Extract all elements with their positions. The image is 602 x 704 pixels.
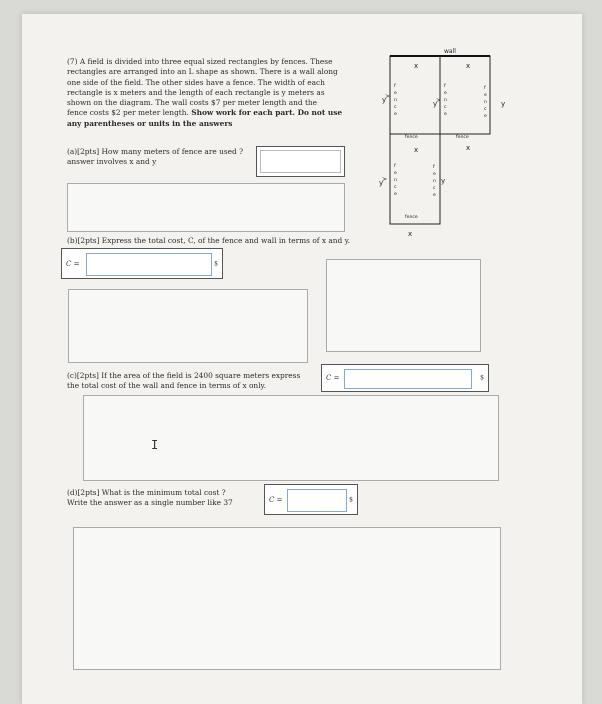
x-label-top-left: x (414, 62, 419, 70)
part-b-equation-box (61, 248, 223, 279)
problem-line-2: rectangles are arranged into an L shape as shown. There is a wall along (67, 67, 338, 77)
svg-text:n: n (433, 179, 436, 184)
part-c-line-2: the total cost of the wall and fence in terms of x only. (67, 381, 267, 390)
problem-line-3: one side of the field. The other sides have a fence. The width of each (67, 77, 325, 87)
svg-text:n: n (484, 100, 487, 105)
problem-line-1: (7) A field is divided into three equal sized rectangles by fences. These (67, 57, 333, 66)
svg-text:c: c (484, 107, 487, 112)
svg-text:c: c (394, 185, 397, 190)
problem-line-4: rectangle is x meters and the length of each rectangle is y meters as (67, 87, 325, 97)
part-a-line-1: (a)[2pts] How many meters of fence are used ? (67, 147, 244, 156)
part-d-line-2: Write the answer as a single number like 37 (67, 498, 233, 507)
part-c-line-1: (c)[2pts] If the area of the field is 2400 square meters express (67, 371, 301, 380)
chevron-icon: > (436, 97, 442, 104)
part-d-eq-label: C = (269, 495, 283, 504)
svg-text:e: e (394, 192, 397, 197)
part-d-unit: $ (349, 496, 353, 503)
x-label-middle: x (414, 146, 419, 154)
x-label-bottom: x (408, 230, 413, 238)
svg-text:c: c (433, 186, 436, 191)
text-cursor-icon: I (151, 438, 159, 452)
part-b-answer-input[interactable] (86, 253, 212, 276)
fence-vertical-middle (444, 83, 447, 117)
wall-label: wall (444, 48, 456, 55)
svg-text:f: f (444, 84, 446, 89)
fence-vertical-right-bottom (433, 164, 436, 198)
svg-text:f: f (484, 86, 486, 91)
part-a-work-area[interactable] (67, 183, 345, 232)
part-d-question (67, 488, 267, 508)
problem-line-5: shown on the diagram. The wall costs $7 per meter length and the (67, 98, 318, 108)
fence-label-middle-left: fence (405, 135, 418, 140)
part-a-answer-input[interactable] (260, 150, 341, 173)
svg-text:e: e (394, 91, 397, 96)
part-a-line-2: answer involves x and y (67, 157, 157, 166)
problem-statement (67, 57, 359, 129)
x-label-top-right: x (466, 62, 471, 70)
fence-vertical-left-bottom (394, 163, 397, 197)
part-c-question (67, 371, 317, 391)
part-c-work-area[interactable] (83, 395, 499, 481)
svg-text:e: e (444, 91, 447, 96)
svg-text:e: e (433, 172, 436, 177)
fence-vertical-right (484, 85, 487, 119)
part-d-equation-box (264, 484, 358, 515)
y-label-right: y (501, 100, 506, 108)
chevron-icon: > (385, 93, 391, 100)
y-label-inner: y (433, 100, 438, 108)
svg-text:n: n (444, 98, 447, 103)
chevron-icon: > (382, 176, 388, 183)
fence-label-middle-right: fence (456, 135, 469, 140)
y-label-bottom-inner: y (441, 177, 446, 185)
svg-text:c: c (444, 105, 447, 110)
part-d-line-1: (d)[2pts] What is the minimum total cost ? (67, 488, 226, 497)
part-b-question: (b)[2pts] Express the total cost, C, of the fence and wall in terms of x and y. (67, 236, 351, 245)
svg-text:f: f (394, 164, 396, 169)
fence-label-bottom: fence (405, 215, 418, 220)
svg-text:c: c (394, 105, 397, 110)
svg-text:f: f (394, 84, 396, 89)
svg-text:f: f (433, 165, 435, 170)
part-b-unit: $ (214, 260, 218, 267)
part-c-equation-box (321, 364, 489, 392)
problem-instructions: Show work for each part. Do not use any parentheses or units in the answers (67, 108, 343, 128)
field-diagram (370, 44, 520, 244)
part-c-unit: $ (480, 374, 484, 382)
part-b-eq-label: C = (66, 259, 80, 268)
part-c-eq-label: C = (326, 374, 340, 382)
svg-text:e: e (433, 193, 436, 198)
part-b-work-area-left[interactable] (68, 289, 308, 363)
svg-text:n: n (394, 98, 397, 103)
svg-text:n: n (394, 178, 397, 183)
fence-vertical-left-top (394, 83, 397, 117)
svg-text:e: e (484, 114, 487, 119)
part-d-answer-input[interactable] (287, 489, 347, 512)
part-a-question (67, 147, 247, 167)
svg-text:e: e (444, 112, 447, 117)
svg-text:e: e (394, 112, 397, 117)
y-label-left-bottom: y (379, 179, 384, 187)
y-label-left-top: y (382, 96, 387, 104)
part-c-answer-input[interactable] (344, 369, 472, 389)
x-label-right: x (466, 144, 471, 152)
part-d-work-area[interactable] (73, 527, 501, 670)
part-a-answer-box[interactable] (256, 146, 345, 177)
problem-line-6: fence costs $2 per meter length. (67, 108, 189, 118)
svg-text:e: e (484, 93, 487, 98)
part-b-work-area-right[interactable] (326, 259, 481, 352)
svg-text:e: e (394, 171, 397, 176)
